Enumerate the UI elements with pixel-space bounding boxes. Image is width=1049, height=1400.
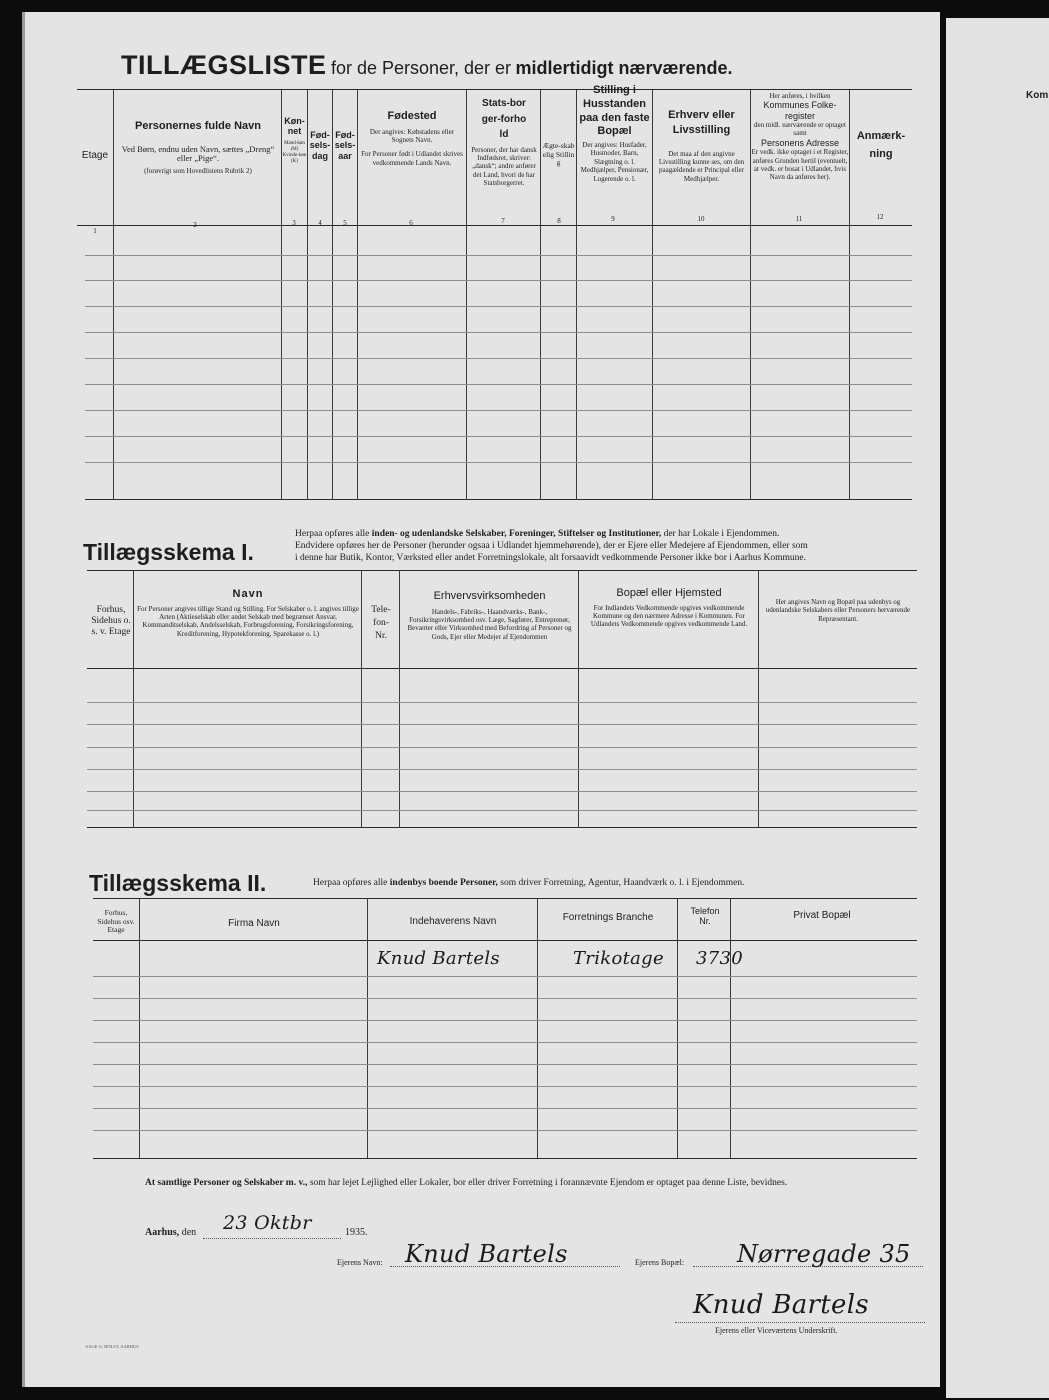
skema2-col-etage: Forhus, Sidehus osv. Etage xyxy=(97,908,135,935)
skema1-col-telefon: Tele-fon-Nr. xyxy=(371,605,391,641)
owner-address-label: Ejerens Bopæl: xyxy=(635,1258,685,1267)
skema2-col-privat-bopael: Privat Bopæl xyxy=(793,910,851,921)
attestation-statement: At samtlige Personer og Selskaber m. v., som har lejet Lejlighed eller Lokaler, bor eller driver Forretning i forannævnte Ejendom er optaget paa denne Liste, bevidnes. xyxy=(145,1178,788,1188)
owner-name-handwritten: Knud Bartels xyxy=(405,1240,568,1268)
skema2-intro: Herpaa opføres alle indenbys boende Personer, som driver Forretning, Agentur, Haandværk o. l. i Ejendommen. xyxy=(313,878,745,888)
col-foedested: Fødested Der angives: Købstadens eller Sognets Navn. For Personer født i Udlandet skrives vedkommende Lands Navn. xyxy=(361,110,463,167)
entry-branch: Trikotage xyxy=(573,948,664,969)
skema1-col-erhverv: Erhvervsvirksomheden Handels-, Fabriks-, Haandværks-, Bank-, Forsikringsvirksomhed osv. Læge, Sagfører, Entreprenør, Beværter eller Virksomhed med Befordring af Personer og Gods, Ejer eller Medejer af Ejendommen xyxy=(407,590,572,641)
skema2-title: Tillægsskema II. xyxy=(89,870,267,896)
col-koennet: Køn-net Mand-køn (M) Kvinde-køn (K) xyxy=(282,116,307,164)
skema1-col-navn: Navn For Personer angives tillige Stand og Stilling. For Selskaber o. l. angives tillige Arten (Aktieselskab eller andet Selskab med begrænset Ansvar, Kommanditselskab, Andelsselskab, Forbrugsforening, Forsikringsforening, Kreditforening, Hypotekforening, Sparekasse o. l.) xyxy=(137,588,359,638)
entry-owner-name: Knud Bartels xyxy=(377,948,500,969)
skema2-col-indehaver: Indehaverens Navn xyxy=(409,916,497,927)
signature-label: Ejerens eller Viceværtens Underskrift. xyxy=(715,1326,838,1335)
form-title-main: TILLÆGSLISTE xyxy=(121,50,327,80)
skema1-col-repraesentant: Her angives Navn og Bopæl paa udenbys og udenlandske Selskabers eller Personers herværende Repræsentant. xyxy=(765,598,911,623)
skema2-col-telefon: Telefon Nr. xyxy=(690,906,720,927)
printer-mark: AAGE G. HOLST, AARHUS xyxy=(85,1344,139,1349)
entry-phone: 3730 xyxy=(696,948,744,969)
form-title-bold: midlertidigt nærværende. xyxy=(515,58,733,78)
col-navn: Personernes fulde Navn Ved Børn, endnu uden Navn, sættes „Dreng“ eller „Pige“. (forøvrigt som Hovedlistens Rubrik 2) xyxy=(121,120,275,176)
adjacent-page xyxy=(946,18,1049,1398)
form-title xyxy=(121,50,733,81)
skema2-col-branche: Forretnings Branche xyxy=(562,912,654,923)
col-stilling-husstand: Stilling i Husstanden paa den faste Bopæl Der angives: Husfader, Husmoder, Barn, Slægtning o. l. Medhjælper, Pensionær, Logerende o. l. xyxy=(579,84,650,183)
owner-name-label: Ejerens Navn: xyxy=(337,1258,383,1267)
col-foedselsaar: Fød-sels-aar xyxy=(334,130,356,161)
owner-address-handwritten: Nørregade 35 xyxy=(737,1240,911,1268)
col-aegteskabelig: Ægte-skabelig Stilling xyxy=(542,141,575,168)
col-foedselsdag: Fød-sels-dag xyxy=(309,130,331,161)
year: 1935. xyxy=(345,1227,368,1238)
form-title-rest: for de Personer, der er xyxy=(330,58,512,78)
col-personens-adresse: Her anføres, i hvilken Kommunes Folke-register den midl. nærværende er optaget samt Personens Adresse Er vedk. ikke optaget i et Register, anføres Grunden hertil (eventuelt, at vedk. er bosat i Udlandet, hvis Navn da anføres her). xyxy=(751,92,849,182)
col-statsborger: Stats-borger-forhold Personer, der har dansk Indfødsret, skriver: „dansk“; andre anfører det Land, hvori de har Statsborgerret. xyxy=(471,98,537,188)
signature: Knud Bartels xyxy=(693,1290,869,1320)
skema1-title: Tillægsskema I. xyxy=(83,539,254,565)
col-etage: Etage xyxy=(81,150,109,161)
adjacent-page-label: Kom xyxy=(1026,90,1049,101)
col-anmaerkning: Anmærk-ning xyxy=(856,130,906,160)
col-erhverv: Erhverv eller Livsstilling Det maa af den angivne Livsstilling kunne ses, om den paagældende er Principal eller Medhjælper. xyxy=(658,109,745,183)
census-form-page: TILLÆGSLISTE for de Personer, der er midlertidigt nærværende. Etage Personernes fulde Navn Ved Børn, endnu uden Navn, sættes „Dreng“ eller „Pige“. (forøvrigt som Hovedlistens Rubrik 2) Køn-net Mand-køn (M) Kvinde-køn (K) Fød-sels-dag Fød-sels-aar Fødested Der angives: Købstadens eller Sognets Navn. For Personer født i Udlandet skrives vedkommende Lands Navn. Stats-borger-forhold Personer, der har dansk Indfødsret, skriver: „dansk“; andre anfører det Land, hvori de har Statsborgerret. Ægte-skabelig Stilling Stilling i Husstanden paa den faste Bopæl Der angives: Husfader, Husmoder, Barn, Slægtning o. l. Medhjælper, Pensionær, Logerende o. l. Erhverv eller Livsstilling Det maa af den angivne Livsstilling kunne ses, om den paagældende er Principal eller Medhjælper. Her anføres, i hvilken Kommunes Folke-register den midl. nærværende er optaget samt Personens Adresse Er vedk. ikke optaget i et Register, anføres Grunden hertil (eventuelt, at vedk. er bosat i Udlandet, hvis Navn da anføres her). Anmærk-ning 1 2 3 4 5 6 7 8 9 10 11 12 Tillægsskema I. Herpaa opføres alle inden- og udenlandske Selskaber, Foreninger, Stiftelser og Institutioner, der har Lokale i Ejendommen. Endvidere opføres her de Personer (herunder ogsaa i Udlandet hjemmehørende), der er Ejere eller Medejere af Ejendommen, eller som i denne har Butik, Kontor, Værksted eller andet Forretningslokale, alt forsaavidt vedkommende Personer ikke bor i Aarhus Kommune. Forhus, Sidehus o. s. v. Etage Navn For Personer angives tillige Stand og Stilling. For Selskaber o. l. angives tillige Arten (Aktieselskab eller andet Selskab med begrænset Ansvar, Kommanditselskab, Andelsselskab, Forbrugsforening, Forsikringsforening, Kreditforening, Hypotekforening, Sparekasse o. l.) Tele-fon-Nr. Erhvervsvirksomheden Handels-, Fabriks-, Haandværks-, Bank-, Forsikringsvirksomhed osv. Læge, Sagfører, Entreprenør, Beværter eller Virksomhed med Befordring af Personer og Gods, Ejer eller Medejer af Ejendommen Bopæl eller Hjemsted For Indlandets Vedkommende opgives vedkommende Kommune og den nærmere Adresse i Kommunen. For Udlandets Vedkommende opgives vedkommende Land. Her angives Navn og Bopæl paa udenbys og udenlandske Selskabers eller Personers herværende Repræsentant. Tillægsskema II. Herpaa opføres alle indenbys boende Personer, som driver Forretning, Agentur, Haandværk o. l. i Ejendommen. Forhus, Sidehus osv. Etage Firma Navn Indehaverens Navn Forretnings Branche Telefon Nr. Privat Bopæl Knud Bartels Trikotage 3730 At samtlige Personer og Selskaber m. v., som har lejet Lejlighed eller Lokaler, bor eller driver Forretning i forannævnte Ejendom er optaget paa denne Liste, bevidnes. Aarhus, den 23 Oktbr 1935. Ejerens Navn: Knud Bartels Ejerens Bopæl: Nørregade 35 Knud Bartels Ejerens eller Viceværtens Underskrift. AAGE G. HOLST, AARHUS xyxy=(22,12,940,1387)
skema1-col-bopael: Bopæl eller Hjemsted For Indlandets Vedkommende opgives vedkommende Kommune og den nærmere Adresse i Kommunen. For Udlandets Vedkommende opgives vedkommende Land. xyxy=(590,587,748,629)
city-label: Aarhus, den xyxy=(145,1227,197,1238)
date-handwritten: 23 Oktbr xyxy=(223,1212,312,1234)
skema1-col-etage: Forhus, Sidehus o. s. v. Etage xyxy=(91,605,131,637)
skema1-intro: Herpaa opføres alle inden- og udenlandske Selskaber, Foreninger, Stiftelser og Institutioner, der har Lokale i Ejendommen. Endvidere opføres her de Personer (herunder ogsaa i Udlandet hjemmehørende), der er Ejere eller Medejere af Ejendommen, eller som i denne har Butik, Kontor, Værksted eller andet Forretningslokale, alt forsaavidt vedkommende Personer ikke bor i Aarhus Kommune. xyxy=(295,529,808,563)
skema2-col-firma: Firma Navn xyxy=(228,918,280,929)
